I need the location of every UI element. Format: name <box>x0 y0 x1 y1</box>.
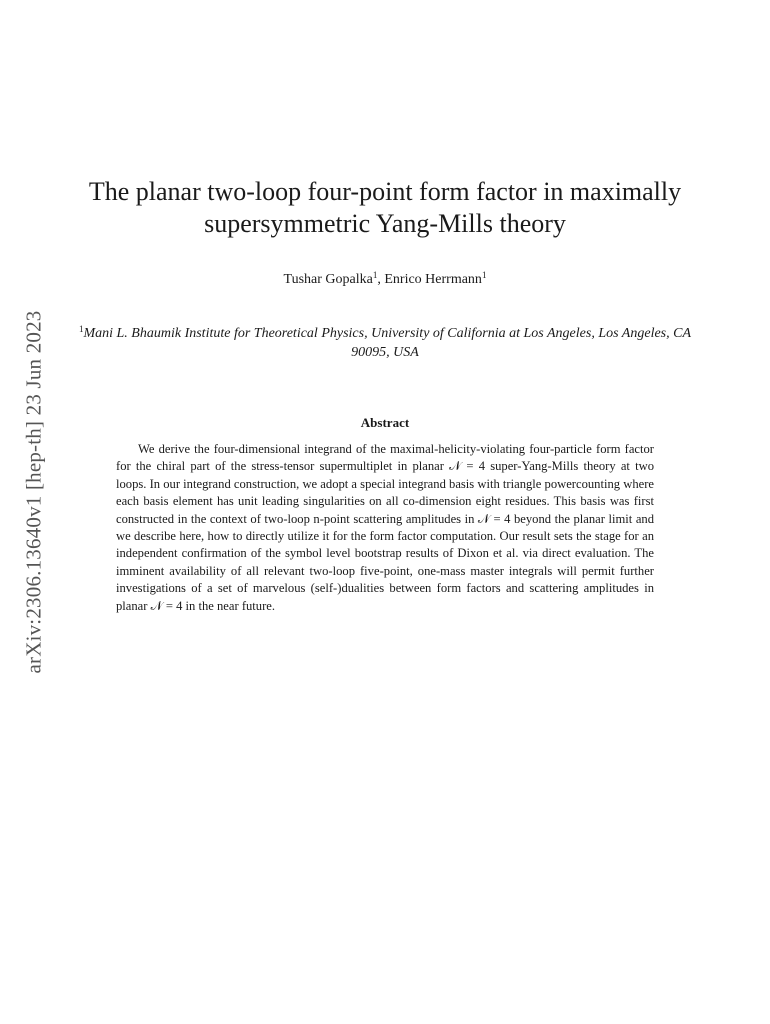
paper-title: The planar two-loop four-point form factor in maximally supersymmetric Yang-Mills theory <box>88 177 682 238</box>
affiliation <box>60 324 710 362</box>
author-separator: , <box>377 272 385 287</box>
author-name: Enrico Herrmann <box>384 272 482 287</box>
affiliation-mark: 1 <box>372 270 378 280</box>
author-list <box>60 271 710 289</box>
abstract-text: We derive the four-dimensional integrand of the maximal-helicity-violating four-particle form factor for the chiral part of the stress-tensor supermultiplet in planar 𝒩 = 4 super-Yang-Mills theory at two loops. In our integrand construction, we adopt a special integrand basis with triangle powercounting where each basis element has unit leading singularities on all co-dimension eight residues. This basis was first constructed in the context of two-loop n-point scattering amplitudes in 𝒩 = 4 beyond the planar limit and we describe here, how to directly utilize it for the form factor computation. Our result sets the stage for an independent confirmation of the symbol level bootstrap results of Dixon et al. via direct evaluation. The imminent availability of all relevant two-loop five-point, one-mass master integrals will permit further investigations of a set of marvelous (self-)dualities between form factors and scattering amplitudes in planar 𝒩 = 4 in the near future. <box>116 442 654 613</box>
abstract-heading: Abstract <box>360 415 410 430</box>
affiliation-mark: 1 <box>481 270 487 280</box>
affiliation-text: Mani L. Bhaumik Institute for Theoretical Physics, University of California at Los Angeles, Los Angeles, CA 90095, USA <box>83 326 692 360</box>
arxiv-side-stamp: arXiv:2306.13640v1 [hep-th] 23 Jun 2023 <box>21 310 46 674</box>
author-name: Tushar Gopalka <box>283 272 373 287</box>
affiliation-mark: 1 <box>78 324 84 334</box>
